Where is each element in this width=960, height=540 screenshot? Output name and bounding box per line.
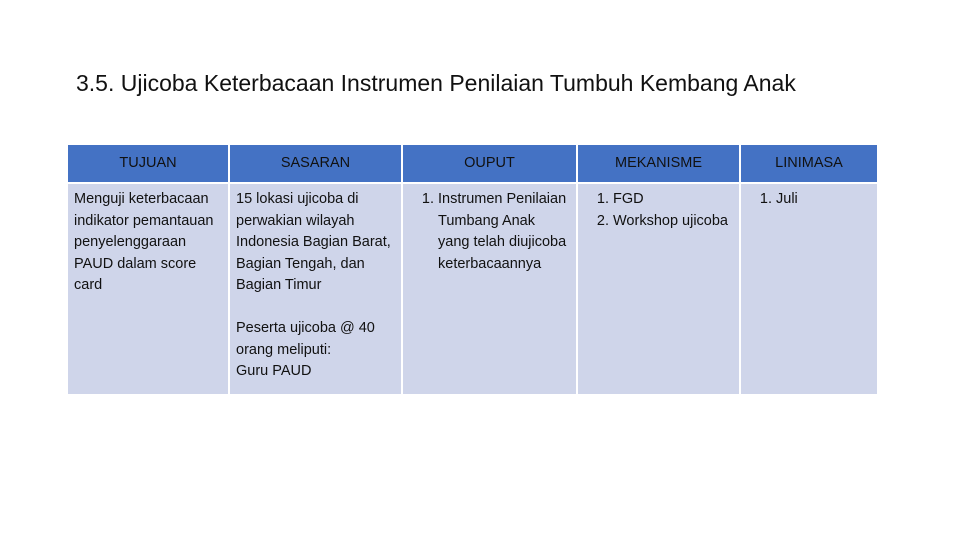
cell-linimasa: [740, 183, 878, 395]
cell-ouput: [402, 183, 577, 395]
table-row: [67, 183, 878, 395]
mekanisme-list: [584, 189, 733, 232]
header-ouput: OUPUT: [402, 144, 577, 183]
plan-table: [66, 143, 879, 396]
cell-sasaran: [229, 183, 402, 395]
list-item: 2. Workshop ujicoba: [613, 211, 733, 233]
tujuan-text: Menguji keterbacaan indikator pemantauan penyelenggaraan PAUD dalam score card: [74, 191, 214, 294]
sasaran-peserta-line-2: Guru PAUD: [236, 363, 312, 380]
header-mekanisme: MEKANISME: [577, 144, 740, 183]
list-item: 1. Juli: [776, 189, 871, 211]
sasaran-peserta-line-1: Peserta ujicoba @ 40 orang meliputi:: [236, 319, 375, 358]
cell-tujuan: [67, 183, 229, 395]
list-item: 1. Instrumen Penilaian Tumbang Anak yang telah diujicoba keterbacaannya: [438, 189, 570, 275]
header-linimasa: LINIMASA: [740, 144, 878, 183]
page-title: 3.5. Ujicoba Keterbacaan Instrumen Penilaian Tumbuh Kembang Anak: [76, 70, 796, 96]
ouput-list: [409, 189, 570, 275]
cell-mekanisme: [577, 183, 740, 395]
linimasa-list: [747, 189, 871, 211]
header-tujuan: TUJUAN: [67, 144, 229, 183]
sasaran-lokasi-text: 15 lokasi ujicoba di perwakian wilayah Indonesia Bagian Barat, Bagian Tengah, dan Bagian Timur: [236, 191, 391, 294]
header-sasaran: SASARAN: [229, 144, 402, 183]
table-header-row: [67, 144, 878, 183]
list-item: 1. FGD: [613, 189, 733, 211]
sasaran-peserta-text: [236, 318, 395, 383]
